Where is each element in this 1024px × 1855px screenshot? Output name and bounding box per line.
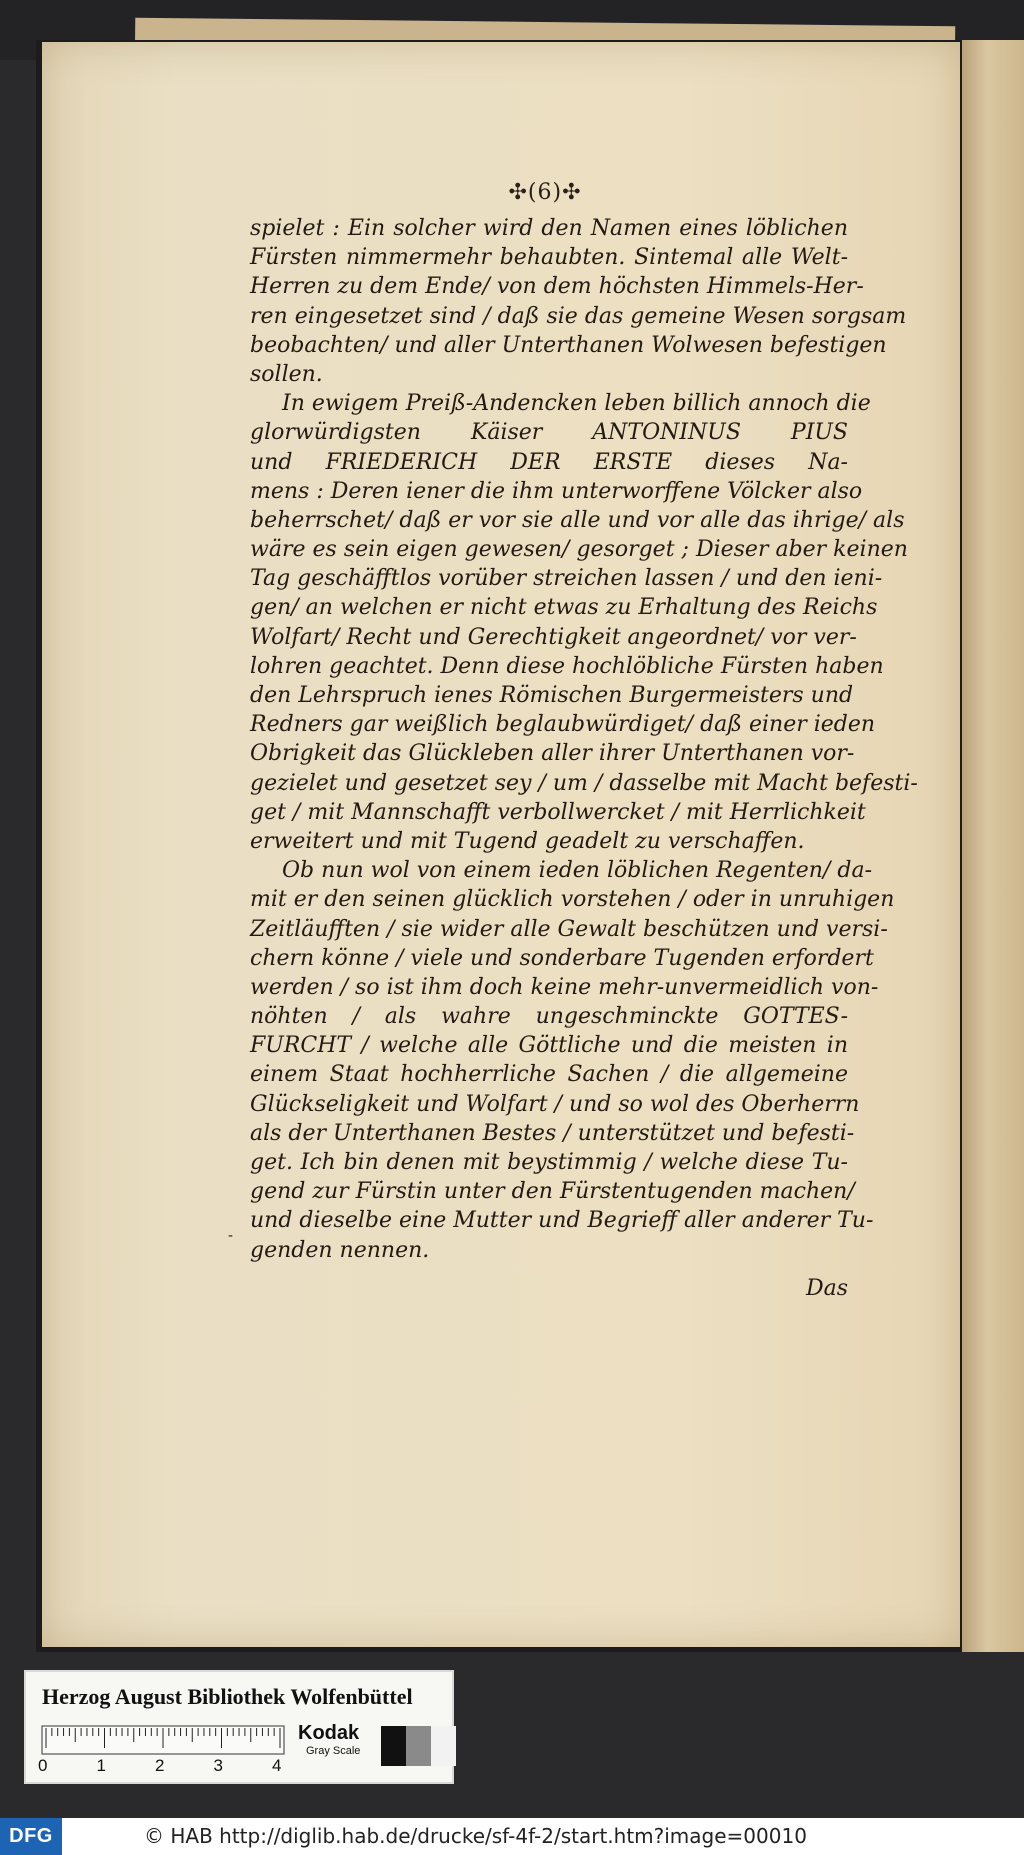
library-name: Herzog August Bibliothek Wolfenbüttel: [42, 1684, 413, 1709]
folio-ornament-left-icon: ✣: [508, 180, 528, 205]
scale-ruler: [42, 1726, 284, 1754]
text-line: mens : Deren iener die ihm unterworffene Völcker also: [250, 478, 863, 504]
text-line: ren eingesetzet sind / daß sie das gemeine Wesen sorgsam: [250, 303, 907, 329]
folio-ornament-right-icon: ✣: [562, 180, 582, 205]
ruler-number: 0: [38, 1756, 48, 1775]
text-line: einem Staat hochherrliche Sachen / die allgemeine: [250, 1062, 848, 1088]
body-text: [250, 214, 918, 1265]
text-line: Herren zu dem Ende/ von dem höchsten Himmels-Her-: [250, 274, 864, 300]
text-line: Zeitläufften / sie wider alle Gewalt beschützen und versi-: [250, 916, 888, 942]
text-line: beobachten/ und aller Unterthanen Wolwesen befestigen: [250, 332, 887, 358]
text-line: mit er den seinen glücklich vorstehen / oder in unruhigen: [250, 887, 895, 913]
gray-scale-swatch: [381, 1726, 456, 1766]
text-line: Glückseligkeit und Wolfart / und so wol des Oberherrn: [250, 1091, 860, 1117]
gray-swatch-black: [381, 1726, 406, 1766]
text-line: gezielet und gesetzet sey / um / dasselbe mit Macht befesti-: [250, 770, 918, 796]
text-line: gen/ an welchen er nicht etwas zu Erhaltung des Reichs: [250, 595, 878, 621]
ruler-numbers: [38, 1756, 298, 1778]
text-line: Ob nun wol von einem ieden löblichen Regenten/ da-: [282, 858, 873, 884]
text-line: lohren geachtet. Denn diese hochlöbliche Fürsten haben: [250, 653, 884, 679]
catchword: Das: [805, 1276, 848, 1301]
folio-label: (6): [527, 180, 563, 205]
copyright-link[interactable]: © HAB http://diglib.hab.de/drucke/sf-4f-2/start.htm?image=00010: [144, 1824, 807, 1848]
gray-swatch-mid: [406, 1726, 431, 1766]
text-line: Obrigkeit das Glückleben aller ihrer Unterthanen vor-: [250, 741, 855, 767]
library-label-card: [24, 1670, 454, 1784]
text-line: Tag geschäfftlos vorüber streichen lassen / und den ieni-: [250, 566, 883, 592]
text-line: werden / so ist ihm doch keine mehr-unvermeidlich von-: [250, 974, 879, 1000]
text-line: nöhten / als wahre ungeschminckte GOTTES-: [250, 1004, 848, 1030]
text-line: genden nennen.: [250, 1237, 430, 1263]
text-line: glorwürdigsten Käiser ANTONINUS PIUS: [250, 420, 848, 446]
text-line: als der Unterthanen Bestes / unterstützet und befesti-: [250, 1120, 855, 1146]
text-line: beherrschet/ daß er vor sie alle und vor alle das ihrige/ als: [250, 507, 905, 533]
ruler-number: 1: [96, 1756, 106, 1775]
ruler-number: 4: [272, 1756, 282, 1775]
ruler-number: 3: [213, 1756, 223, 1775]
text-line: get / mit Mannschafft verbollwercket / mit Herrlichkeit: [250, 799, 866, 825]
kodak-subtitle: Gray Scale: [306, 1745, 361, 1757]
text-line: erweitert und mit Tugend geadelt zu verschaffen.: [250, 828, 805, 854]
text-line: sollen.: [250, 361, 323, 387]
text-line: In ewigem Preiß-Andencken leben billich annoch die: [282, 391, 871, 417]
kodak-badge: [298, 1722, 378, 1772]
text-line: get. Ich bin denen mit beystimmig / welche diese Tu-: [250, 1150, 848, 1175]
text-line: und dieselbe eine Mutter und Begrieff aller anderer Tu-: [250, 1208, 874, 1234]
text-line: Wolfart/ Recht und Gerechtigkeit angeordnet/ vor ver-: [250, 624, 857, 650]
page-number: [490, 180, 600, 205]
dfg-logo: DFG: [0, 1818, 62, 1855]
facing-page-edge: [962, 40, 1024, 1652]
text-line: chern könne / viele und sonderbare Tugenden erfordert: [250, 945, 874, 971]
ruler-number: 2: [155, 1756, 165, 1775]
text-line: den Lehrspruch ienes Römischen Burgermeisters und: [250, 683, 854, 708]
text-line: Redners gar weißlich beglaubwürdiget/ daß einer ieden: [250, 712, 876, 738]
text-line: gend zur Fürstin unter den Fürstentugenden machen/: [250, 1179, 855, 1205]
text-line: Fürsten nimmermehr behaubten. Sintemal alle Welt-: [250, 245, 848, 271]
text-line: wäre es sein eigen gewesen/ gesorget ; Dieser aber keinen: [250, 537, 908, 563]
footer-bar: [0, 1818, 1024, 1855]
margin-mark: -: [228, 1228, 234, 1244]
text-line: und FRIEDERICH DER ERSTE dieses Na-: [250, 449, 848, 475]
gray-swatch-white: [431, 1726, 456, 1766]
text-line: spielet : Ein solcher wird den Namen eines löblichen: [250, 216, 848, 241]
kodak-brand: Kodak: [298, 1722, 360, 1744]
text-line: FURCHT / welche alle Göttliche und die meisten in: [250, 1033, 848, 1059]
